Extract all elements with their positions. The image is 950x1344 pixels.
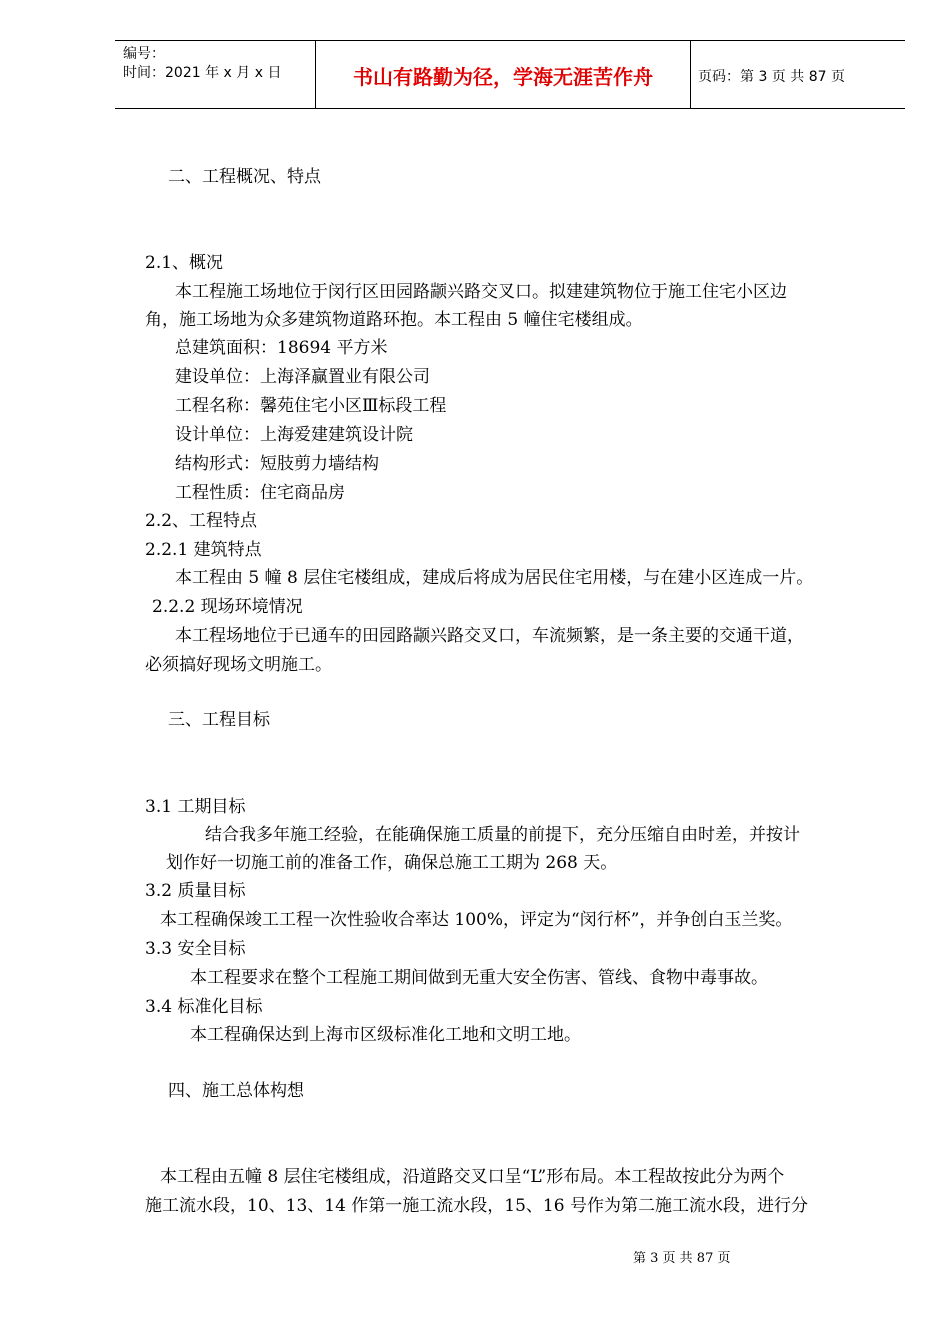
section-3-2-title: 3.2 质量目标 bbox=[145, 881, 246, 901]
info-project: 工程名称：馨苑住宅小区Ⅲ标段工程 bbox=[175, 396, 447, 416]
paragraph: 本工程要求在整个工程施工期间做到无重大安全伤害、管线、食物中毒事故。 bbox=[190, 968, 768, 988]
header-motto-cell bbox=[315, 41, 691, 108]
date-label: 时间：2021 年 x 月 x 日 bbox=[123, 65, 282, 81]
paragraph: 划作好一切施工前的准备工作，确保总施工工期为 268 天。 bbox=[166, 853, 618, 873]
section-3-title: 三、工程目标 bbox=[168, 710, 270, 730]
paragraph: 结合我多年施工经验，在能确保施工质量的前提下，充分压缩自由时差，并按计 bbox=[205, 825, 800, 845]
section-2-2-1-title: 2.2.1 建筑特点 bbox=[145, 540, 262, 560]
paragraph: 必须搞好现场文明施工。 bbox=[145, 655, 332, 675]
section-3-1-title: 3.1 工期目标 bbox=[145, 797, 246, 817]
section-2-2-title: 2.2、工程特点 bbox=[145, 511, 258, 531]
section-2-title: 二、工程概况、特点 bbox=[168, 167, 321, 187]
paragraph: 本工程由 5 幢 8 层住宅楼组成，建成后将成为居民住宅用楼，与在建小区连成一片。 bbox=[175, 568, 814, 588]
info-area: 总建筑面积：18694 平方米 bbox=[175, 338, 388, 358]
motto: 书山有路勤为径，学海无涯苦作舟 bbox=[353, 65, 653, 89]
header-page-label: 页码：第 3 页 共 87 页 bbox=[698, 69, 845, 85]
page-header bbox=[115, 40, 905, 109]
header-info-cell bbox=[115, 41, 315, 108]
info-nature: 工程性质：住宅商品房 bbox=[175, 483, 345, 503]
page-footer: 第 3 页 共 87 页 bbox=[633, 1251, 731, 1266]
info-structure: 结构形式：短肢剪力墙结构 bbox=[175, 454, 379, 474]
info-designer: 设计单位：上海爱建建筑设计院 bbox=[175, 425, 413, 445]
serial-label: 编号： bbox=[123, 46, 165, 62]
section-3-4-title: 3.4 标准化目标 bbox=[145, 997, 263, 1017]
section-4-title: 四、施工总体构想 bbox=[168, 1081, 304, 1101]
paragraph: 本工程确保竣工工程一次性验收合率达 100%，评定为“闵行杯”，并争创白玉兰奖。 bbox=[160, 910, 793, 930]
section-2-1-title: 2.1、概况 bbox=[145, 253, 224, 273]
paragraph: 本工程场地位于已通车的田园路颛兴路交叉口，车流频繁，是一条主要的交通干道， bbox=[175, 626, 804, 646]
paragraph: 本工程由五幢 8 层住宅楼组成，沿道路交叉口呈“L”形布局。本工程故按此分为两个 bbox=[160, 1167, 785, 1187]
paragraph: 本工程确保达到上海市区级标准化工地和文明工地。 bbox=[190, 1025, 581, 1045]
paragraph: 角，施工场地为众多建筑物道路环抱。本工程由 5 幢住宅楼组成。 bbox=[145, 310, 643, 330]
paragraph: 施工流水段，10、13、14 作第一施工流水段，15、16 号作为第二施工流水段，进行分 bbox=[145, 1196, 808, 1216]
header-page-cell bbox=[690, 41, 905, 108]
section-3-3-title: 3.3 安全目标 bbox=[145, 939, 246, 959]
section-2-2-2-title: 2.2.2 现场环境情况 bbox=[152, 597, 303, 617]
info-owner: 建设单位：上海泽赢置业有限公司 bbox=[175, 367, 430, 387]
paragraph: 本工程施工场地位于闵行区田园路颛兴路交叉口。拟建建筑物位于施工住宅小区边 bbox=[175, 282, 787, 302]
